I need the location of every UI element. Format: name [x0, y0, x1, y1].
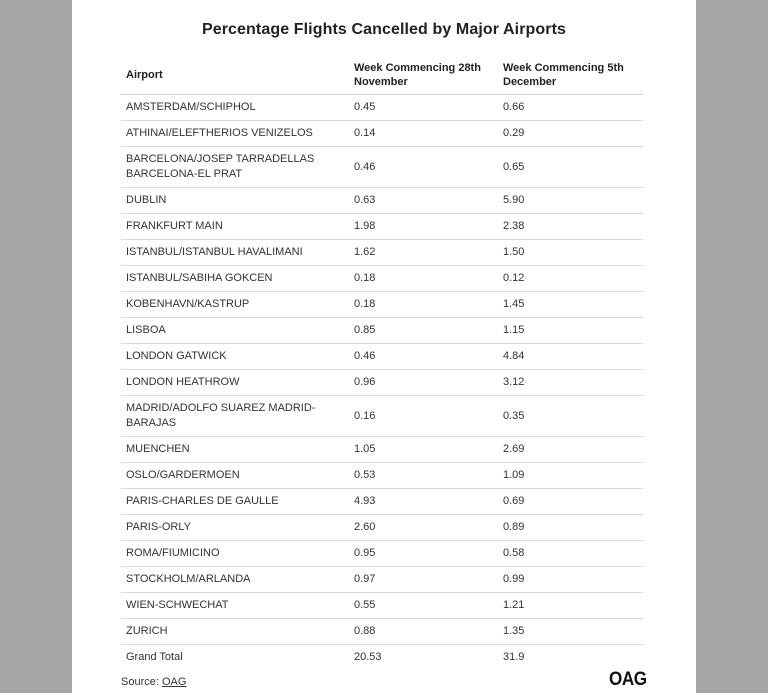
week-28-nov-cell: 2.60: [349, 515, 498, 541]
airport-cell: STOCKHOLM/ARLANDA: [121, 567, 349, 593]
source-note: [121, 676, 186, 688]
week-5-dec-cell: 1.15: [498, 318, 643, 344]
week-5-dec-cell: 0.66: [498, 95, 643, 121]
source-label: Source:: [121, 676, 162, 688]
table-row: [121, 240, 643, 266]
grand-total-row: [121, 645, 643, 671]
week-28-nov-cell: 1.62: [349, 240, 498, 266]
week-28-nov-cell: 0.88: [349, 619, 498, 645]
airport-cell: KOBENHAVN/KASTRUP: [121, 292, 349, 318]
table-row: [121, 567, 643, 593]
week-28-nov-cell: 0.45: [349, 95, 498, 121]
airport-cell: PARIS-ORLY: [121, 515, 349, 541]
table-row: [121, 437, 643, 463]
airport-cell: ROMA/FIUMICINO: [121, 541, 349, 567]
week-5-dec-cell: 5.90: [498, 188, 643, 214]
week-5-dec-cell: 0.35: [498, 396, 643, 437]
airport-cell: ISTANBUL/SABIHA GOKCEN: [121, 266, 349, 292]
table-row: [121, 266, 643, 292]
week-28-nov-cell: 0.46: [349, 147, 498, 188]
week-28-nov-cell: 0.85: [349, 318, 498, 344]
airport-cell: OSLO/GARDERMOEN: [121, 463, 349, 489]
airport-cell: ISTANBUL/ISTANBUL HAVALIMANI: [121, 240, 349, 266]
table-row: [121, 396, 643, 437]
week-5-dec-cell: 4.84: [498, 344, 643, 370]
table-row: [121, 619, 643, 645]
week-5-dec-cell: 0.58: [498, 541, 643, 567]
week-5-dec-cell: 0.99: [498, 567, 643, 593]
oag-logo: OAG: [609, 669, 647, 690]
table-row: [121, 593, 643, 619]
week-5-dec-cell: 1.35: [498, 619, 643, 645]
table-row: [121, 95, 643, 121]
airport-cell: ZURICH: [121, 619, 349, 645]
week-5-dec-cell: 0.69: [498, 489, 643, 515]
table-row: [121, 318, 643, 344]
table-row: [121, 515, 643, 541]
column-header-week-28-nov: Week Commencing 28th November: [349, 56, 498, 95]
airport-cell: MUENCHEN: [121, 437, 349, 463]
chart-card: [72, 0, 696, 693]
column-header-week-5-dec: Week Commencing 5th December: [498, 56, 643, 95]
airport-cell: FRANKFURT MAIN: [121, 214, 349, 240]
column-header-airport: Airport: [121, 56, 349, 95]
table-row: [121, 147, 643, 188]
week-28-nov-cell: 1.05: [349, 437, 498, 463]
week-28-nov-cell: 1.98: [349, 214, 498, 240]
week-28-nov-cell: 4.93: [349, 489, 498, 515]
chart-title: Percentage Flights Cancelled by Major Airports: [201, 21, 567, 38]
week-5-dec-cell: 0.89: [498, 515, 643, 541]
airport-cell: LONDON HEATHROW: [121, 370, 349, 396]
week-28-nov-cell: 20.53: [354, 651, 382, 663]
airport-cell: LISBOA: [121, 318, 349, 344]
week-28-nov-cell: 0.18: [349, 266, 498, 292]
airport-cell: DUBLIN: [121, 188, 349, 214]
week-5-dec-cell: 1.09: [498, 463, 643, 489]
airport-cell: BARCELONA/JOSEP TARRADELLAS BARCELONA-EL PRAT: [121, 147, 349, 188]
airport-cell: Grand Total: [126, 651, 183, 663]
airport-cell: AMSTERDAM/SCHIPHOL: [121, 95, 349, 121]
source-link[interactable]: OAG: [161, 676, 187, 688]
week-28-nov-cell: 0.96: [349, 370, 498, 396]
week-5-dec-cell: 1.50: [498, 240, 643, 266]
week-5-dec-cell: 2.38: [498, 214, 643, 240]
table-body: [121, 95, 643, 671]
week-28-nov-cell: 0.14: [349, 121, 498, 147]
table-row: [121, 188, 643, 214]
table-row: [121, 489, 643, 515]
airport-cell: LONDON GATWICK: [121, 344, 349, 370]
table-row: [121, 292, 643, 318]
data-table: [121, 56, 643, 670]
week-28-nov-cell: 0.46: [349, 344, 498, 370]
week-28-nov-cell: 0.16: [349, 396, 498, 437]
table-row: [121, 344, 643, 370]
table-row: [121, 463, 643, 489]
week-5-dec-cell: 1.45: [498, 292, 643, 318]
week-28-nov-cell: 0.97: [349, 567, 498, 593]
airport-cell: MADRID/ADOLFO SUAREZ MADRID-BARAJAS: [121, 396, 349, 437]
week-5-dec-cell: 0.65: [498, 147, 643, 188]
week-28-nov-cell: 0.63: [349, 188, 498, 214]
week-5-dec-cell: 3.12: [498, 370, 643, 396]
week-5-dec-cell: 0.29: [498, 121, 643, 147]
week-5-dec-cell: 1.21: [498, 593, 643, 619]
table-row: [121, 370, 643, 396]
week-28-nov-cell: 0.18: [349, 292, 498, 318]
week-5-dec-cell: 2.69: [498, 437, 643, 463]
week-5-dec-cell: 31.9: [503, 651, 525, 663]
airport-cell: WIEN-SCHWECHAT: [121, 593, 349, 619]
airport-cell: PARIS-CHARLES DE GAULLE: [121, 489, 349, 515]
week-28-nov-cell: 0.53: [349, 463, 498, 489]
airport-cell: ATHINAI/ELEFTHERIOS VENIZELOS: [121, 121, 349, 147]
table-row: [121, 214, 643, 240]
table-row: [121, 121, 643, 147]
week-28-nov-cell: 0.55: [349, 593, 498, 619]
table-row: [121, 541, 643, 567]
week-5-dec-cell: 0.12: [498, 266, 643, 292]
week-28-nov-cell: 0.95: [349, 541, 498, 567]
header-row: [121, 56, 643, 95]
